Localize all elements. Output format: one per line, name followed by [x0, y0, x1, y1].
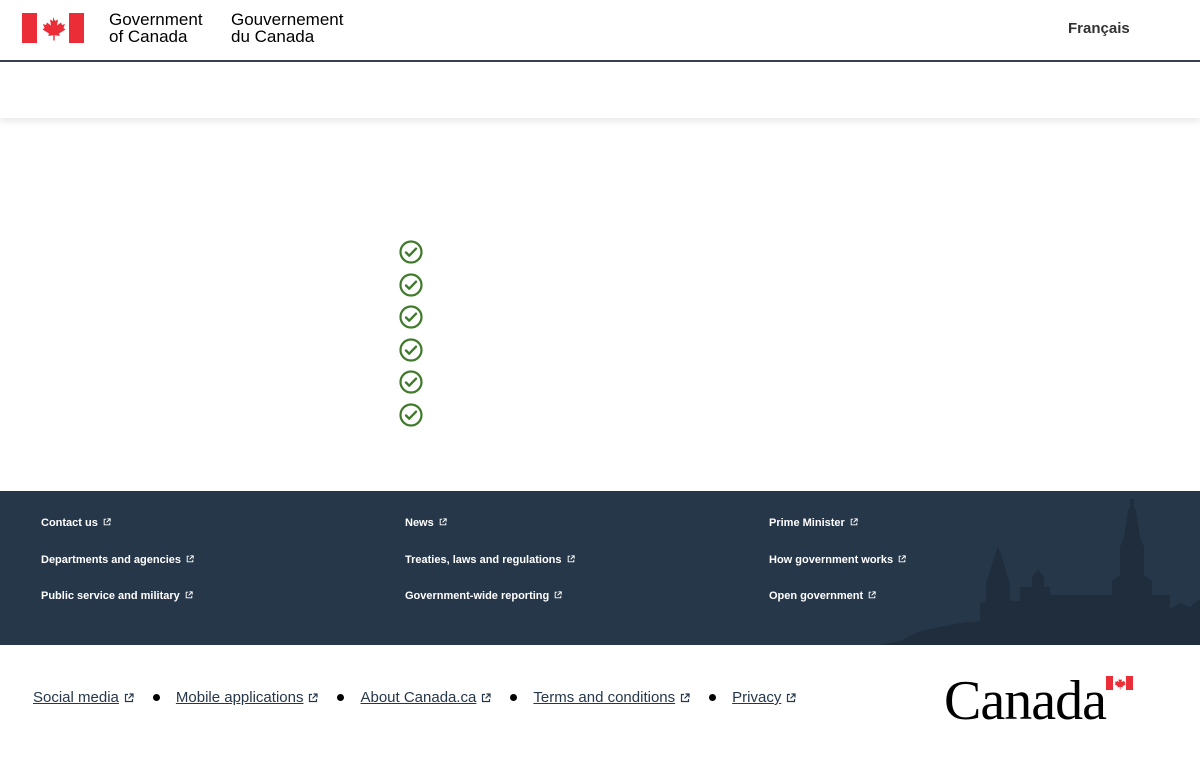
wordmark-fr-line1: Gouvernement	[231, 10, 344, 29]
footer-link-text: Prime Minister	[769, 517, 845, 529]
checklist-item	[399, 273, 423, 306]
footer-link[interactable]	[41, 517, 111, 529]
canada-wordmark: Canada	[944, 670, 1106, 732]
external-link-icon	[186, 555, 194, 563]
external-link-icon	[481, 693, 491, 703]
footer-column-1	[41, 517, 194, 627]
external-link-icon	[554, 591, 562, 599]
footer-link-item	[769, 590, 906, 627]
mobile-applications-link-text: Mobile applications	[175, 689, 304, 706]
check-circle-icon	[399, 305, 423, 329]
footer-link-item	[41, 554, 194, 591]
footer-bottom-links	[33, 689, 796, 706]
footer-link-item	[405, 554, 575, 591]
footer-link-text: Open government	[769, 590, 864, 602]
site-header	[0, 0, 1200, 60]
bullet-separator	[510, 694, 517, 701]
canada-wordmark-flag-icon	[1106, 676, 1133, 690]
footer-link-item	[405, 517, 575, 554]
external-link-icon	[680, 693, 690, 703]
footer-link-item	[769, 517, 906, 554]
footer-bottom	[0, 645, 1200, 764]
external-link-icon	[185, 591, 193, 599]
external-link-icon	[786, 693, 796, 703]
footer-link[interactable]	[769, 554, 906, 566]
wordmark-en-line1: Government	[109, 10, 203, 29]
check-circle-icon	[399, 370, 423, 394]
parliament-skyline-icon	[880, 491, 1200, 645]
external-link-icon	[124, 693, 134, 703]
checklist-item	[399, 338, 423, 371]
footer-link[interactable]	[405, 590, 562, 602]
footer-link[interactable]	[41, 590, 193, 602]
external-link-icon	[103, 518, 111, 526]
canada-flag-icon[interactable]	[22, 13, 84, 43]
social-media-link-text: Social media	[33, 689, 119, 706]
social-media-link[interactable]	[33, 689, 119, 706]
privacy-link-text: Privacy	[732, 689, 782, 706]
footer-link-text: Contact us	[41, 517, 98, 529]
footer-link[interactable]	[769, 590, 876, 602]
footer-link[interactable]	[41, 554, 194, 566]
checklist-item	[399, 403, 423, 436]
external-link-icon	[850, 518, 858, 526]
check-circle-icon	[399, 273, 423, 297]
external-link-icon	[439, 518, 447, 526]
footer-link-item	[769, 554, 906, 591]
gouvernement-du-canada-wordmark[interactable]	[231, 11, 343, 45]
footer-link-text: How government works	[769, 553, 894, 566]
footer-link-text: Public service and military	[41, 590, 180, 602]
check-circle-icon	[399, 403, 423, 427]
checklist-item	[399, 370, 423, 403]
footer-link-item	[405, 590, 575, 627]
external-link-icon	[898, 555, 906, 563]
wordmark-en-line2: of Canada	[109, 27, 188, 46]
external-link-icon	[308, 693, 318, 703]
bullet-separator	[709, 694, 716, 701]
external-link-icon	[868, 591, 876, 599]
footer-link[interactable]	[405, 517, 447, 529]
footer-link[interactable]	[405, 554, 575, 566]
language-toggle-link[interactable]: Français	[1068, 20, 1130, 37]
footer-link-text: Government-wide reporting	[405, 590, 550, 602]
check-circle-icon	[399, 338, 423, 362]
about-canada-link-text: About Canada.ca	[360, 689, 477, 706]
wordmark-fr-line2: du Canada	[231, 27, 315, 46]
terms-and-conditions-link-text: Terms and conditions	[533, 689, 676, 706]
bullet-separator	[153, 694, 160, 701]
footer-link[interactable]	[769, 517, 858, 529]
bullet-separator	[337, 694, 344, 701]
breadcrumb-bar	[0, 62, 1200, 118]
footer-link-item	[41, 590, 194, 627]
about-canada-link[interactable]	[360, 689, 476, 706]
privacy-link[interactable]	[732, 689, 781, 706]
government-of-canada-wordmark[interactable]	[109, 11, 203, 45]
terms-and-conditions-link[interactable]	[533, 689, 675, 706]
mobile-applications-link[interactable]	[176, 689, 304, 706]
footer-column-2	[405, 517, 575, 627]
footer-link-text: Departments and agencies	[41, 553, 181, 566]
external-link-icon	[567, 555, 575, 563]
footer-main	[0, 491, 1200, 645]
footer-column-3	[769, 517, 906, 627]
footer-link-item	[41, 517, 194, 554]
checklist-item	[399, 240, 423, 273]
checklist	[399, 240, 423, 435]
checklist-item	[399, 305, 423, 338]
footer-link-text: Treaties, laws and regulations	[405, 553, 562, 566]
footer-link-text: News	[405, 517, 434, 529]
check-circle-icon	[399, 240, 423, 264]
